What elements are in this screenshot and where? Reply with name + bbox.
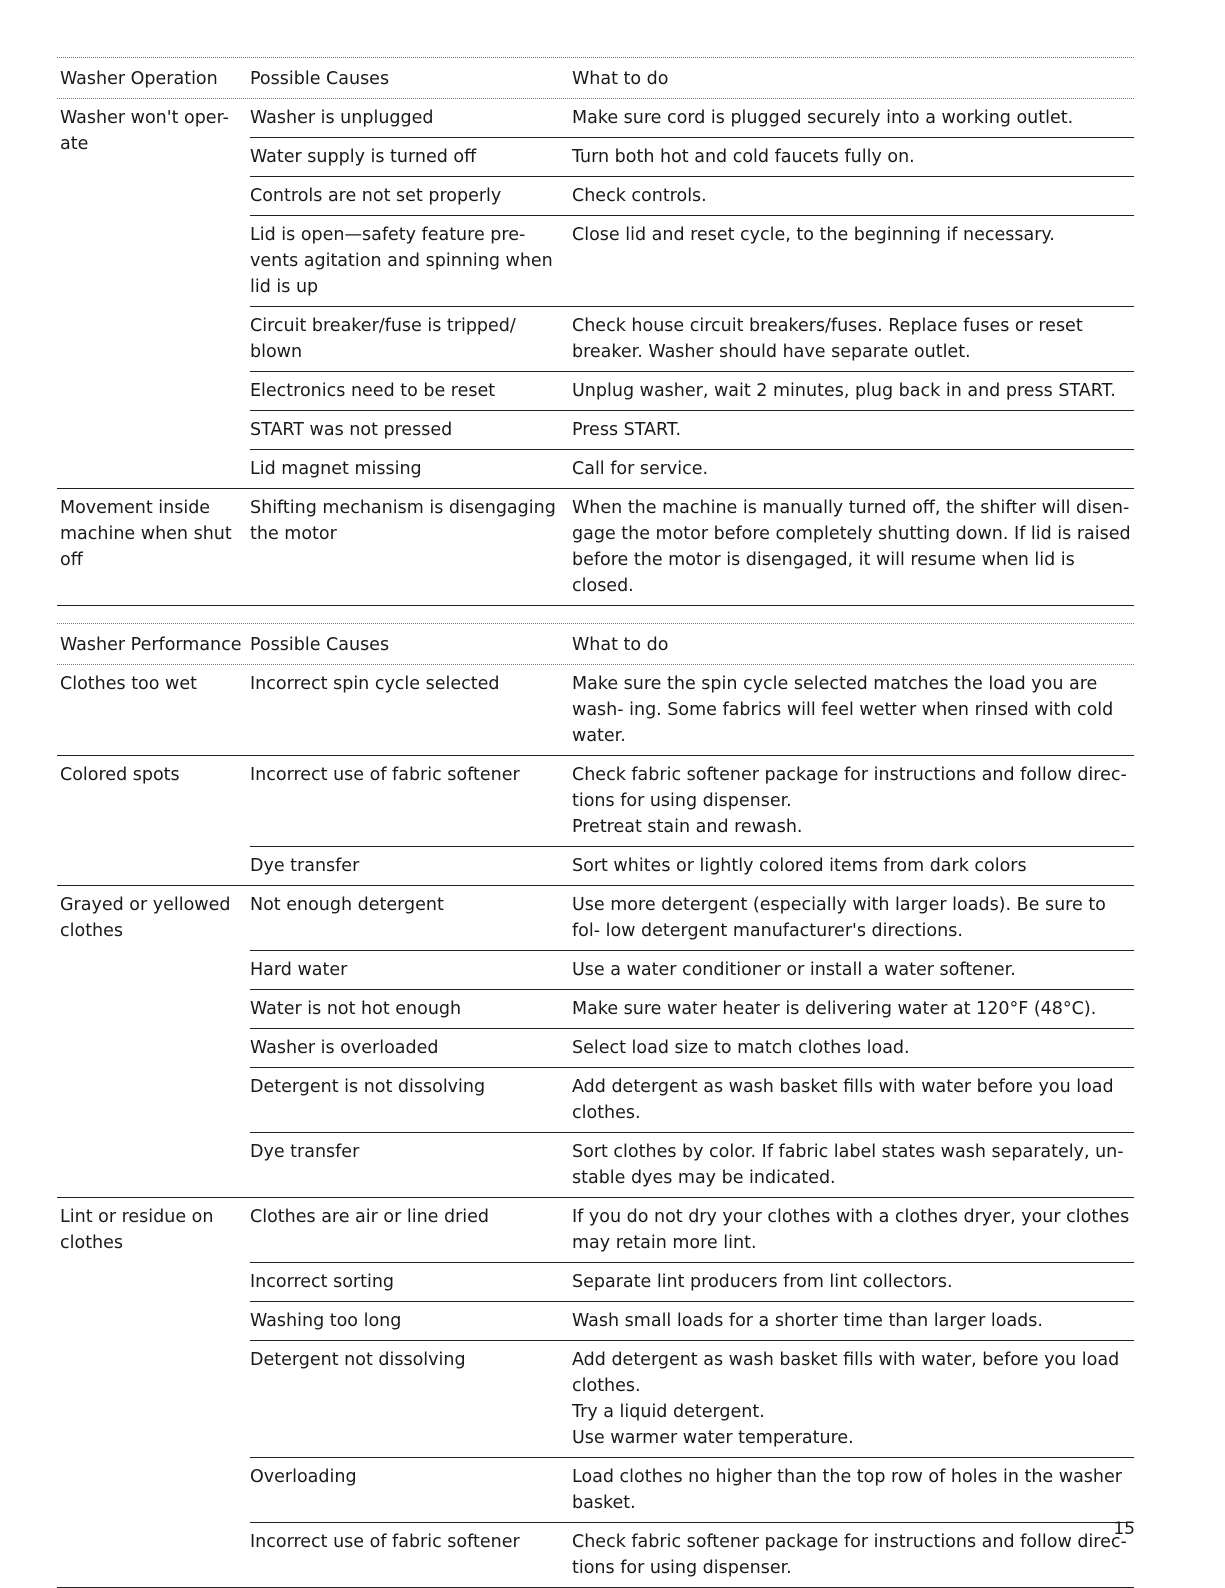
problem-label: Lint or residue on clothes bbox=[60, 1207, 214, 1253]
action-text: Make sure cord is plugged securely into a working outlet. bbox=[572, 108, 1074, 128]
problem-group bbox=[57, 1198, 1134, 1588]
action-cell bbox=[572, 183, 1134, 209]
action-text: Use more detergent (especially with larger loads). Be sure to fol- low detergent manufacturer's directions. bbox=[572, 895, 1106, 941]
action-cell bbox=[572, 892, 1134, 944]
cause-cell: Detergent not dissolving bbox=[250, 1350, 466, 1370]
action-text: When the machine is manually turned off, the shifter will disen- gage the motor before completely shutting down. If lid is raised before the motor is disengaged, it will resume when lid is closed. bbox=[572, 498, 1131, 596]
header-problem: Washer Performance bbox=[60, 635, 242, 655]
table-row bbox=[250, 449, 1134, 488]
table-row bbox=[250, 665, 1134, 755]
cause-cell: Washer is overloaded bbox=[250, 1038, 439, 1058]
table-row bbox=[250, 1340, 1134, 1457]
cause-cell: Clothes are air or line dried bbox=[250, 1207, 490, 1227]
action-text: Make sure the spin cycle selected matches the load you are wash- ing. Some fabrics will feel wetter when rinsed with cold water. bbox=[572, 674, 1114, 746]
table-row bbox=[250, 215, 1134, 306]
action-cell bbox=[572, 495, 1134, 599]
cause-cell: START was not pressed bbox=[250, 420, 453, 440]
problem-label: Clothes too wet bbox=[60, 674, 197, 694]
action-cell bbox=[572, 1308, 1134, 1334]
action-cell bbox=[572, 1529, 1134, 1581]
action-text: Unplug washer, wait 2 minutes, plug back in and press START. bbox=[572, 381, 1116, 401]
table-row bbox=[250, 1301, 1134, 1340]
cause-cell: Water supply is turned off bbox=[250, 147, 477, 167]
table-row bbox=[250, 410, 1134, 449]
action-cell bbox=[572, 1204, 1134, 1256]
action-cell bbox=[572, 378, 1134, 404]
action-cell bbox=[572, 1464, 1134, 1516]
action-text: Select load size to match clothes load. bbox=[572, 1038, 910, 1058]
action-cell bbox=[572, 1269, 1134, 1295]
problem-group bbox=[57, 756, 1134, 886]
table-row bbox=[250, 1262, 1134, 1301]
action-cell bbox=[572, 1035, 1134, 1061]
action-text: Wash small loads for a shorter time than larger loads. bbox=[572, 1311, 1043, 1331]
header-causes: Possible Causes bbox=[250, 635, 390, 655]
cause-cell: Detergent is not dissolving bbox=[250, 1077, 486, 1097]
action-text: Check fabric softener package for instructions and follow direc- tions for using dispenser. bbox=[572, 1532, 1127, 1578]
cause-cell: Overloading bbox=[250, 1467, 357, 1487]
action-cell bbox=[572, 222, 1134, 300]
action-text: Check controls. bbox=[572, 186, 707, 206]
action-cell bbox=[572, 417, 1134, 443]
cause-cell: Lid magnet missing bbox=[250, 459, 422, 479]
action-cell bbox=[572, 105, 1134, 131]
cause-cell: Electronics need to be reset bbox=[250, 381, 496, 401]
action-text: Use a water conditioner or install a water softener. bbox=[572, 960, 1016, 980]
table-row bbox=[250, 176, 1134, 215]
action-cell bbox=[572, 671, 1134, 749]
cause-cell: Dye transfer bbox=[250, 1142, 360, 1162]
action-cell bbox=[572, 957, 1134, 983]
action-text: Separate lint producers from lint collectors. bbox=[572, 1272, 953, 1292]
page-number: 15 bbox=[1113, 1519, 1135, 1539]
action-cell bbox=[572, 1074, 1134, 1126]
problem-label: Grayed or yellowed clothes bbox=[60, 895, 231, 941]
action-text: Close lid and reset cycle, to the beginning if necessary. bbox=[572, 225, 1055, 245]
header-what-to-do: What to do bbox=[572, 635, 669, 655]
action-text: Use warmer water temperature. bbox=[572, 1428, 854, 1448]
table-row bbox=[250, 886, 1134, 950]
action-text: Add detergent as wash basket fills with water, before you load clothes. bbox=[572, 1350, 1120, 1396]
action-cell bbox=[572, 853, 1134, 879]
washer-performance-table bbox=[57, 623, 1134, 1588]
cause-cell: Dye transfer bbox=[250, 856, 360, 876]
cause-cell: Incorrect sorting bbox=[250, 1272, 395, 1292]
table-row bbox=[250, 137, 1134, 176]
cause-cell: Controls are not set properly bbox=[250, 186, 502, 206]
table-row bbox=[250, 950, 1134, 989]
action-text: Press START. bbox=[572, 420, 682, 440]
washer-operation-table bbox=[57, 57, 1134, 606]
table-row bbox=[250, 1028, 1134, 1067]
action-cell bbox=[572, 1347, 1134, 1451]
table-header bbox=[57, 623, 1134, 665]
action-cell bbox=[572, 456, 1134, 482]
action-text: Sort clothes by color. If fabric label states wash separately, un- stable dyes may be indicated. bbox=[572, 1142, 1124, 1188]
action-text: Call for service. bbox=[572, 459, 709, 479]
table-row bbox=[250, 489, 1134, 605]
problem-label: Colored spots bbox=[60, 765, 180, 785]
cause-cell: Incorrect spin cycle selected bbox=[250, 674, 500, 694]
cause-cell: Incorrect use of fabric softener bbox=[250, 765, 520, 785]
action-text: Pretreat stain and rewash. bbox=[572, 817, 803, 837]
header-what-to-do: What to do bbox=[572, 69, 669, 89]
action-cell bbox=[572, 144, 1134, 170]
header-causes: Possible Causes bbox=[250, 69, 390, 89]
cause-cell: Incorrect use of fabric softener bbox=[250, 1532, 520, 1552]
table-row bbox=[250, 989, 1134, 1028]
cause-cell: Not enough detergent bbox=[250, 895, 444, 915]
problem-group bbox=[57, 99, 1134, 489]
action-cell bbox=[572, 313, 1134, 365]
table-row bbox=[250, 1198, 1134, 1262]
cause-cell: Water is not hot enough bbox=[250, 999, 462, 1019]
action-text: Check fabric softener package for instructions and follow direc- tions for using dispenser. bbox=[572, 765, 1127, 811]
problem-label: Washer won't oper- ate bbox=[60, 108, 229, 154]
cause-cell: Washer is unplugged bbox=[250, 108, 434, 128]
action-text: Sort whites or lightly colored items from dark colors bbox=[572, 856, 1027, 876]
cause-cell: Hard water bbox=[250, 960, 348, 980]
action-cell bbox=[572, 996, 1134, 1022]
table-row bbox=[250, 1067, 1134, 1132]
cause-cell: Lid is open—safety feature pre- vents agitation and spinning when lid is up bbox=[250, 225, 553, 297]
table-row bbox=[250, 1457, 1134, 1522]
header-problem: Washer Operation bbox=[60, 69, 218, 89]
problem-group bbox=[57, 886, 1134, 1198]
action-text: Make sure water heater is delivering water at 120°F (48°C). bbox=[572, 999, 1097, 1019]
cause-cell: Shifting mechanism is disengaging the motor bbox=[250, 498, 556, 544]
problem-group bbox=[57, 489, 1134, 606]
action-cell bbox=[572, 1139, 1134, 1191]
action-text: If you do not dry your clothes with a clothes dryer, your clothes may retain more lint. bbox=[572, 1207, 1130, 1253]
action-text: Try a liquid detergent. bbox=[572, 1402, 765, 1422]
cause-cell: Circuit breaker/fuse is tripped/ blown bbox=[250, 316, 516, 362]
table-row bbox=[250, 99, 1134, 137]
table-row bbox=[250, 1132, 1134, 1197]
table-row bbox=[250, 1522, 1134, 1587]
cause-cell: Washing too long bbox=[250, 1311, 402, 1331]
table-row bbox=[250, 756, 1134, 846]
action-cell bbox=[572, 762, 1134, 840]
table-header bbox=[57, 57, 1134, 99]
problem-group bbox=[57, 665, 1134, 756]
table-row bbox=[250, 306, 1134, 371]
problem-label: Movement inside machine when shut off bbox=[60, 498, 232, 570]
action-text: Check house circuit breakers/fuses. Replace fuses or reset breaker. Washer should have separate outlet. bbox=[572, 316, 1083, 362]
action-text: Add detergent as wash basket fills with water before you load clothes. bbox=[572, 1077, 1114, 1123]
table-row bbox=[250, 371, 1134, 410]
table-row bbox=[250, 846, 1134, 885]
action-text: Load clothes no higher than the top row of holes in the washer basket. bbox=[572, 1467, 1122, 1513]
action-text: Turn both hot and cold faucets fully on. bbox=[572, 147, 915, 167]
